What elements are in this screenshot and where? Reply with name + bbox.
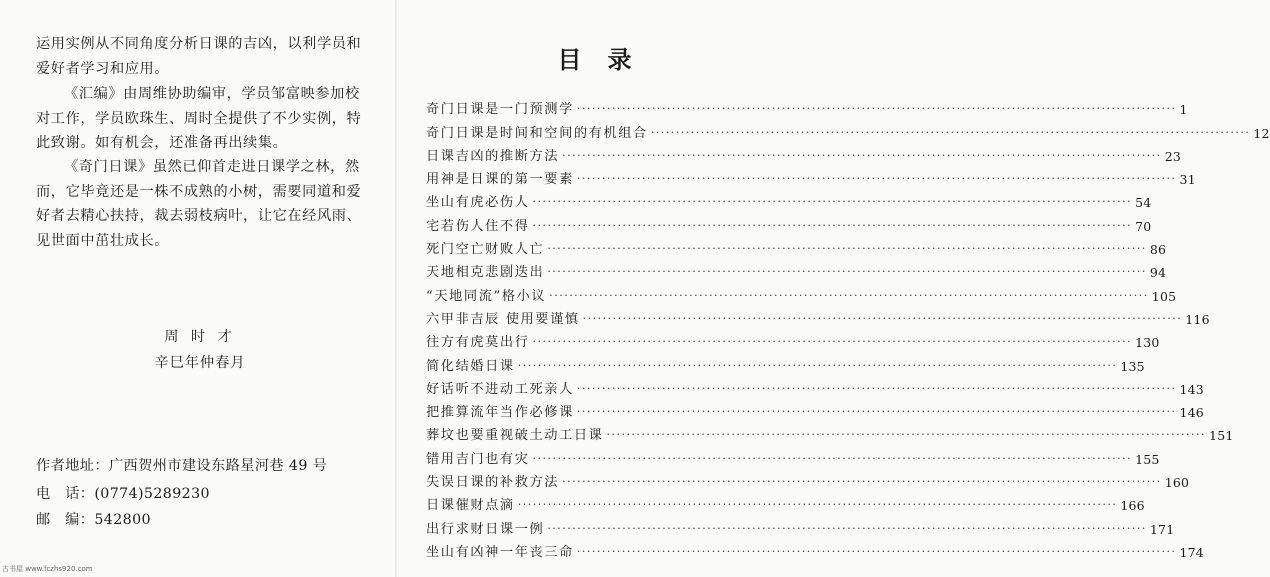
toc-entry-page: 171 xyxy=(1149,521,1175,537)
author-signature: 周 时 才 xyxy=(164,329,236,345)
phone-label: 电 话： xyxy=(36,486,95,502)
toc-entry-page: 160 xyxy=(1164,475,1190,491)
toc-entry-page: 94 xyxy=(1149,265,1167,281)
toc-entry-title: 宅若伤人住不得 xyxy=(426,218,530,234)
toc-entry-title: “天地同流”格小议 xyxy=(426,288,547,304)
toc-entry[interactable] xyxy=(426,234,1167,258)
left-page xyxy=(0,0,396,577)
toc-entry-title: 死门空亡财败人亡 xyxy=(426,242,545,258)
toc-leader-dots: ························································································································ xyxy=(576,405,1177,419)
toc-leader-dots: ························································································································ xyxy=(576,102,1177,116)
toc-leader-dots: ························································································································ xyxy=(562,475,1162,489)
toc-entry-title: 出行求财日课一例 xyxy=(426,521,545,537)
address-label: 作者地址： xyxy=(36,458,109,474)
toc-leader-dots: ························································································································ xyxy=(547,265,1147,279)
toc-entry-page: 54 xyxy=(1135,195,1152,211)
toc-leader-dots: ························································································································ xyxy=(576,544,1177,558)
signature-date: 辛巳年仲春月 xyxy=(154,355,246,371)
toc-entry-title: 天地相克悲剧迭出 xyxy=(426,265,545,281)
toc-entry[interactable] xyxy=(426,397,1204,421)
toc-leader-dots: ························································································································ xyxy=(576,381,1177,395)
toc-entry-page: 166 xyxy=(1120,498,1145,514)
toc-entry-title: 葬坟也要重视破土动工日课 xyxy=(426,428,604,444)
toc-entry[interactable] xyxy=(426,513,1175,537)
toc-entry-title: 六甲非吉辰 使用要谨慎 xyxy=(426,311,580,327)
toc-entry-title: 把推算流年当作必修课 xyxy=(426,405,574,421)
toc-entry-page: 146 xyxy=(1179,405,1204,421)
toc-leader-dots: ························································································································ xyxy=(532,335,1133,349)
toc-entry-title: 坐山有凶神一年丧三命 xyxy=(426,544,574,560)
toc-entry-page: 86 xyxy=(1149,242,1167,258)
toc-title: 目录 xyxy=(557,45,658,74)
watermark: 古书屋 www.fczhs920.com xyxy=(2,565,93,573)
toc-entry[interactable] xyxy=(426,304,1210,327)
toc-entry-title: 失误日课的补救方法 xyxy=(426,475,560,491)
toc-entry-title: 好话听不进动工死亲人 xyxy=(426,381,574,397)
toc-entry-page: 143 xyxy=(1179,381,1204,397)
toc-entry-title: 错用吉门也有灾 xyxy=(426,451,530,467)
paragraph-3: 《奇门日课》虽然已仰首走进日课学之林，然而，它毕竟还是一株不成熟的小树，需要同道和爱好者去精心扶持，裁去弱枝病叶，让它在经风雨、见世面中茁壮成长。 xyxy=(36,159,362,249)
toc-entry[interactable] xyxy=(426,350,1145,374)
contact-address xyxy=(36,455,327,475)
toc-entry[interactable] xyxy=(426,374,1204,397)
postcode-label: 邮 编： xyxy=(36,512,95,528)
toc-entry-title: 用神是日课的第一要素 xyxy=(426,172,574,188)
toc-entry[interactable] xyxy=(426,117,1270,141)
toc-entry[interactable] xyxy=(426,420,1234,444)
toc-entry-title: 往方有虎莫出行 xyxy=(426,335,530,351)
paragraph-2: 《汇编》由周维协助编审，学员邹富映参加校对工作，学员欧珠生、周时全提供了不少实例，特此致谢。如有机会，还准备再出续集。 xyxy=(36,86,362,151)
toc-leader-dots: ························································································································ xyxy=(532,195,1133,209)
right-page xyxy=(396,0,1270,577)
toc-leader-dots: ························································································································ xyxy=(547,521,1147,535)
toc-entry-title: 简化结婚日课 xyxy=(426,358,515,374)
address-value: 广西贺州市建设东路星河巷 49 号 xyxy=(108,458,328,474)
toc-entry-page: 151 xyxy=(1209,428,1234,444)
toc-leader-dots: ························································································································ xyxy=(532,218,1133,232)
toc-leader-dots: ························································································································ xyxy=(562,148,1162,162)
toc-leader-dots: ························································································································ xyxy=(582,311,1183,325)
toc-entry-page: 1 xyxy=(1179,102,1188,118)
phone-value: (0774)5289230 xyxy=(94,486,210,502)
toc-entry-page: 116 xyxy=(1185,311,1210,327)
toc-entry-page: 105 xyxy=(1151,288,1177,304)
toc-entry[interactable] xyxy=(426,141,1181,164)
toc-leader-dots: ························································································································ xyxy=(532,451,1133,465)
paragraph-1: 运用实例从不同角度分析日课的吉凶，以利学员和爱好者学习和应用。 xyxy=(36,36,362,77)
toc-leader-dots: ························································································································ xyxy=(547,242,1147,256)
toc-entry[interactable] xyxy=(426,280,1177,304)
toc-entry[interactable] xyxy=(426,257,1167,281)
toc-entry[interactable] xyxy=(426,327,1160,351)
toc-entry-title: 奇门日课是时间和空间的有机组合 xyxy=(426,125,648,141)
toc-entry-page: 70 xyxy=(1135,218,1152,234)
toc-entry[interactable] xyxy=(426,164,1196,188)
toc-entry[interactable] xyxy=(426,490,1145,514)
toc-entry-page: 135 xyxy=(1120,358,1145,374)
toc-entry[interactable] xyxy=(426,467,1190,491)
toc-entry-title: 坐山有虎必伤人 xyxy=(426,195,530,211)
toc-entry[interactable] xyxy=(426,443,1160,467)
toc-entry-title: 日课吉凶的推断方法 xyxy=(426,148,560,164)
toc-entry[interactable] xyxy=(426,537,1204,560)
toc-leader-dots: ························································································································ xyxy=(517,358,1118,372)
toc-entry-page: 12 xyxy=(1253,125,1270,141)
contact-phone xyxy=(36,483,210,503)
postcode-value: 542800 xyxy=(94,512,151,528)
toc-leader-dots: ························································································································ xyxy=(549,288,1149,302)
toc-entry-page: 31 xyxy=(1179,172,1196,188)
contact-postcode xyxy=(36,509,151,529)
toc-entry[interactable] xyxy=(426,187,1152,211)
toc-entry-page: 130 xyxy=(1135,335,1160,351)
toc-entry-title: 日课催财点滴 xyxy=(426,498,515,514)
toc-entry-page: 155 xyxy=(1135,451,1160,467)
toc-entry[interactable] xyxy=(426,94,1188,118)
toc-entry[interactable] xyxy=(426,210,1152,234)
toc-leader-dots: ························································································································ xyxy=(650,125,1251,139)
table-of-contents xyxy=(426,94,1270,560)
toc-entry-page: 23 xyxy=(1164,148,1181,164)
toc-leader-dots: ························································································································ xyxy=(576,172,1177,186)
toc-entry-page: 174 xyxy=(1179,544,1204,560)
toc-leader-dots: ························································································································ xyxy=(517,498,1118,512)
toc-leader-dots: ························································································································ xyxy=(606,428,1207,442)
toc-entry-title: 奇门日课是一门预测学 xyxy=(426,102,574,118)
